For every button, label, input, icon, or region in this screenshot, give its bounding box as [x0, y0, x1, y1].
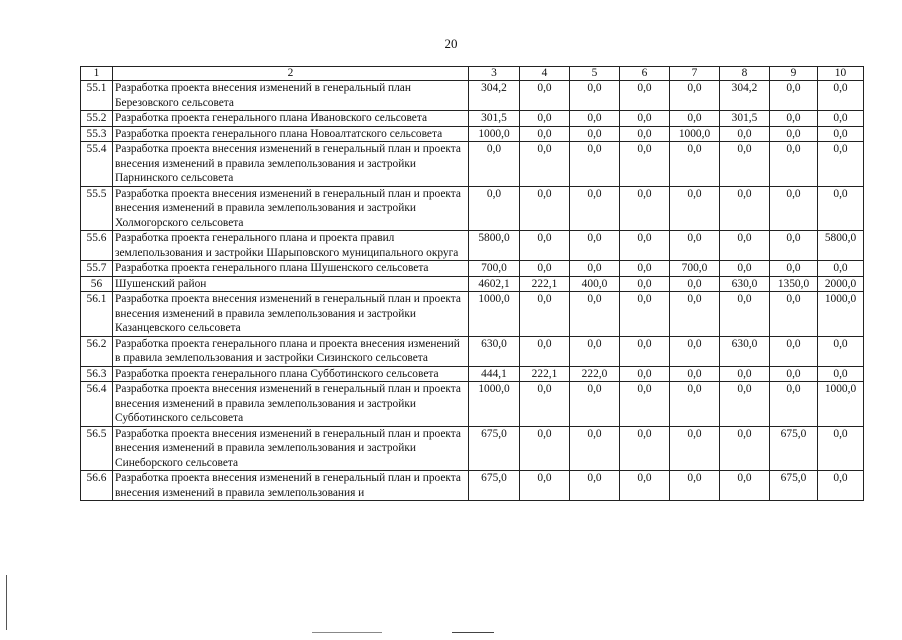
value-cell: 0,0	[670, 81, 720, 111]
value-cell: 0,0	[770, 186, 818, 231]
value-cell: 0,0	[770, 231, 818, 261]
value-cell: 675,0	[770, 426, 818, 471]
value-cell: 5800,0	[469, 231, 520, 261]
value-cell: 0,0	[818, 336, 864, 366]
value-cell: 222,0	[570, 366, 620, 382]
value-cell: 400,0	[570, 276, 620, 292]
header-cell: 10	[818, 67, 864, 81]
value-cell: 4602,1	[469, 276, 520, 292]
value-cell: 0,0	[620, 382, 670, 427]
value-cell: 0,0	[670, 231, 720, 261]
value-cell: 0,0	[570, 336, 620, 366]
value-cell: 0,0	[620, 231, 670, 261]
value-cell: 0,0	[570, 471, 620, 501]
value-cell: 0,0	[670, 186, 720, 231]
value-cell: 0,0	[770, 126, 818, 142]
value-cell: 0,0	[670, 276, 720, 292]
value-cell: 0,0	[818, 142, 864, 187]
table-row	[81, 276, 864, 292]
value-cell: 0,0	[469, 142, 520, 187]
value-cell: 1000,0	[670, 126, 720, 142]
value-cell: 1000,0	[469, 382, 520, 427]
row-description: Разработка проекта генерального плана Субботинского сельсовета	[113, 366, 469, 382]
table-row	[81, 336, 864, 366]
value-cell: 0,0	[720, 231, 770, 261]
value-cell: 0,0	[720, 366, 770, 382]
value-cell: 0,0	[620, 126, 670, 142]
value-cell: 0,0	[770, 81, 818, 111]
table-row	[81, 231, 864, 261]
value-cell: 0,0	[720, 382, 770, 427]
value-cell: 0,0	[620, 111, 670, 127]
value-cell: 0,0	[670, 142, 720, 187]
value-cell: 2000,0	[818, 276, 864, 292]
value-cell: 0,0	[670, 292, 720, 337]
table-row	[81, 261, 864, 277]
value-cell: 0,0	[570, 382, 620, 427]
value-cell: 0,0	[520, 292, 570, 337]
value-cell: 0,0	[520, 81, 570, 111]
table-row	[81, 111, 864, 127]
row-description: Разработка проекта генерального плана Новоалтатского сельсовета	[113, 126, 469, 142]
value-cell: 0,0	[770, 261, 818, 277]
value-cell: 0,0	[770, 382, 818, 427]
row-description: Разработка проекта внесения изменений в генеральный план и проекта внесения изменений в правила землепользования и застройки Холмогорского сельсовета	[113, 186, 469, 231]
value-cell: 0,0	[818, 366, 864, 382]
value-cell: 675,0	[770, 471, 818, 501]
row-index: 55.6	[81, 231, 113, 261]
value-cell: 0,0	[520, 336, 570, 366]
scan-artifact-line	[452, 632, 494, 633]
table-row	[81, 426, 864, 471]
header-cell: 4	[520, 67, 570, 81]
value-cell: 700,0	[670, 261, 720, 277]
value-cell: 0,0	[570, 261, 620, 277]
value-cell: 0,0	[570, 142, 620, 187]
row-description: Разработка проекта внесения изменений в генеральный план и проекта внесения изменений в правила землепользования и застройки Казанцевского сельсовета	[113, 292, 469, 337]
value-cell: 304,2	[720, 81, 770, 111]
value-cell: 0,0	[670, 426, 720, 471]
scan-artifact-line	[312, 632, 382, 633]
row-index: 56.2	[81, 336, 113, 366]
value-cell: 0,0	[520, 142, 570, 187]
value-cell: 0,0	[520, 111, 570, 127]
value-cell: 0,0	[570, 126, 620, 142]
value-cell: 0,0	[818, 261, 864, 277]
value-cell: 0,0	[570, 81, 620, 111]
row-description: Разработка проекта генерального плана Ивановского сельсовета	[113, 111, 469, 127]
value-cell: 0,0	[720, 471, 770, 501]
value-cell: 0,0	[818, 126, 864, 142]
value-cell: 0,0	[670, 111, 720, 127]
value-cell: 0,0	[570, 186, 620, 231]
value-cell: 304,2	[469, 81, 520, 111]
value-cell: 675,0	[469, 471, 520, 501]
value-cell: 1350,0	[770, 276, 818, 292]
row-index: 56.3	[81, 366, 113, 382]
table-row	[81, 142, 864, 187]
table-row	[81, 366, 864, 382]
value-cell: 0,0	[620, 261, 670, 277]
row-index: 55.7	[81, 261, 113, 277]
table-row	[81, 292, 864, 337]
value-cell: 0,0	[818, 186, 864, 231]
value-cell: 0,0	[818, 81, 864, 111]
value-cell: 0,0	[620, 276, 670, 292]
value-cell: 0,0	[570, 292, 620, 337]
row-index: 56.5	[81, 426, 113, 471]
value-cell: 0,0	[620, 471, 670, 501]
row-description: Разработка проекта генерального плана и проекта внесения изменений в правила землепользования и застройки Сизинского сельсовета	[113, 336, 469, 366]
value-cell: 0,0	[520, 382, 570, 427]
row-description: Разработка проекта внесения изменений в генеральный план Березовского сельсовета	[113, 81, 469, 111]
value-cell: 0,0	[720, 292, 770, 337]
row-description: Разработка проекта внесения изменений в генеральный план и проекта внесения изменений в правила землепользования и застройки Парнинского сельсовета	[113, 142, 469, 187]
value-cell: 0,0	[620, 292, 670, 337]
row-index: 55.1	[81, 81, 113, 111]
value-cell: 0,0	[670, 366, 720, 382]
scan-margin-line	[6, 575, 7, 630]
value-cell: 0,0	[520, 261, 570, 277]
value-cell: 1000,0	[818, 292, 864, 337]
value-cell: 0,0	[720, 126, 770, 142]
value-cell: 700,0	[469, 261, 520, 277]
row-description: Шушенский район	[113, 276, 469, 292]
value-cell: 222,1	[520, 366, 570, 382]
row-description: Разработка проекта генерального плана Шушенского сельсовета	[113, 261, 469, 277]
value-cell: 0,0	[620, 186, 670, 231]
value-cell: 0,0	[520, 471, 570, 501]
value-cell: 0,0	[818, 471, 864, 501]
value-cell: 0,0	[520, 231, 570, 261]
value-cell: 0,0	[620, 142, 670, 187]
table-row	[81, 471, 864, 501]
value-cell: 301,5	[720, 111, 770, 127]
value-cell: 630,0	[720, 276, 770, 292]
value-cell: 0,0	[770, 336, 818, 366]
value-cell: 0,0	[570, 111, 620, 127]
value-cell: 0,0	[770, 292, 818, 337]
table-row	[81, 382, 864, 427]
value-cell: 222,1	[520, 276, 570, 292]
row-description: Разработка проекта внесения изменений в генеральный план и проекта внесения изменений в правила землепользования и	[113, 471, 469, 501]
row-description: Разработка проекта внесения изменений в генеральный план и проекта внесения изменений в правила землепользования и застройки Субботинского сельсовета	[113, 382, 469, 427]
value-cell: 1000,0	[469, 126, 520, 142]
value-cell: 0,0	[570, 426, 620, 471]
row-description: Разработка проекта внесения изменений в генеральный план и проекта внесения изменений в правила землепользования и застройки Синеборского сельсовета	[113, 426, 469, 471]
value-cell: 0,0	[620, 426, 670, 471]
header-cell: 2	[113, 67, 469, 81]
header-cell: 9	[770, 67, 818, 81]
value-cell: 0,0	[720, 142, 770, 187]
value-cell: 1000,0	[818, 382, 864, 427]
value-cell: 0,0	[670, 382, 720, 427]
row-index: 56.4	[81, 382, 113, 427]
value-cell: 444,1	[469, 366, 520, 382]
header-cell: 1	[81, 67, 113, 81]
row-index: 55.4	[81, 142, 113, 187]
value-cell: 0,0	[720, 261, 770, 277]
value-cell: 0,0	[520, 426, 570, 471]
value-cell: 0,0	[720, 186, 770, 231]
value-cell: 301,5	[469, 111, 520, 127]
row-index: 55.3	[81, 126, 113, 142]
value-cell: 0,0	[770, 366, 818, 382]
value-cell: 0,0	[620, 81, 670, 111]
value-cell: 0,0	[469, 186, 520, 231]
value-cell: 1000,0	[469, 292, 520, 337]
value-cell: 0,0	[570, 231, 620, 261]
value-cell: 0,0	[520, 186, 570, 231]
budget-table	[80, 66, 864, 501]
row-index: 55.5	[81, 186, 113, 231]
value-cell: 630,0	[469, 336, 520, 366]
header-cell: 3	[469, 67, 520, 81]
header-cell: 8	[720, 67, 770, 81]
value-cell: 0,0	[770, 142, 818, 187]
row-index: 56.1	[81, 292, 113, 337]
row-index: 55.2	[81, 111, 113, 127]
row-index: 56	[81, 276, 113, 292]
header-cell: 7	[670, 67, 720, 81]
value-cell: 5800,0	[818, 231, 864, 261]
header-row	[81, 67, 864, 81]
table-row	[81, 126, 864, 142]
value-cell: 0,0	[770, 111, 818, 127]
value-cell: 0,0	[818, 426, 864, 471]
page-number: 20	[444, 36, 458, 51]
header-cell: 5	[570, 67, 620, 81]
row-index: 56.6	[81, 471, 113, 501]
value-cell: 0,0	[720, 426, 770, 471]
value-cell: 0,0	[620, 336, 670, 366]
value-cell: 0,0	[670, 336, 720, 366]
table-row	[81, 186, 864, 231]
header-cell: 6	[620, 67, 670, 81]
value-cell: 0,0	[818, 111, 864, 127]
table-row	[81, 81, 864, 111]
value-cell: 0,0	[520, 126, 570, 142]
value-cell: 0,0	[670, 471, 720, 501]
row-description: Разработка проекта генерального плана и проекта правил землепользования и застройки Шарыповского муниципального округа	[113, 231, 469, 261]
value-cell: 0,0	[620, 366, 670, 382]
value-cell: 630,0	[720, 336, 770, 366]
value-cell: 675,0	[469, 426, 520, 471]
